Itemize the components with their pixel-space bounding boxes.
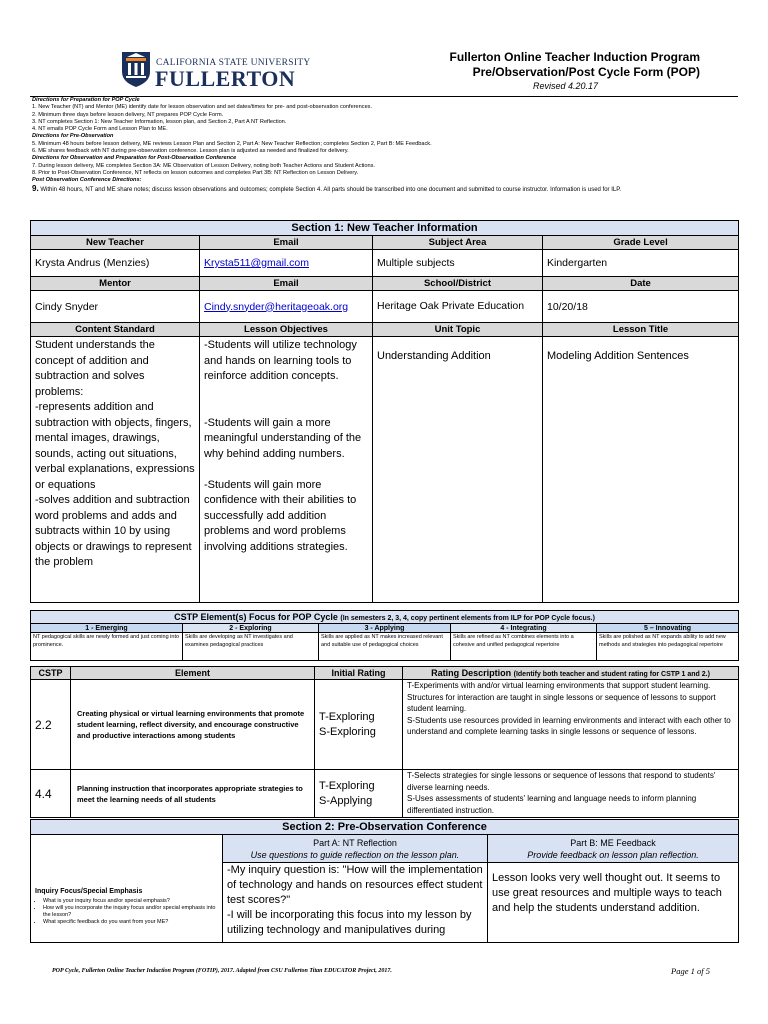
date-value: 10/20/18	[543, 291, 739, 323]
header-cstp: CSTP	[31, 667, 71, 680]
part-a-header	[223, 835, 488, 863]
inquiry-focus-cell	[31, 863, 223, 943]
university-wordmark: FULLERTON	[155, 66, 296, 91]
header-school-district: School/District	[373, 277, 543, 291]
section1-table	[30, 220, 739, 603]
inquiry-focus-list	[35, 898, 218, 926]
rating-student: S-Exploring	[319, 725, 376, 738]
level-emerging-desc: NT pedagogical skills are newly formed and just coming into prominence.	[31, 633, 183, 661]
header-mentor: Mentor	[31, 277, 200, 291]
header-content-standard: Content Standard	[31, 323, 200, 337]
direction-item: 5. Minimum 48 hours before lesson delivery, ME reviews Lesson Plan and Section 2, Part A: New Teacher Reflection; completes Section 2, Part B: ME Feedback.	[32, 140, 432, 147]
page-number: Page 1 of 5	[671, 966, 710, 976]
header-new-teacher: New Teacher	[31, 236, 200, 250]
prep-heading: Directions for Preparation for POP Cycle	[32, 97, 140, 103]
me-email-link[interactable]: Cindy.snyder@heritageoak.org	[204, 300, 349, 313]
level-innovating-label: 5 – Innovating	[597, 624, 739, 633]
part-b-header	[488, 835, 739, 863]
header-rating-description: Rating Description	[431, 668, 512, 678]
section2-blank-cell	[31, 835, 223, 863]
grade-level-value: Kindergarten	[543, 250, 739, 277]
lesson-title-value: Modeling Addition Sentences	[543, 337, 739, 603]
header-lesson-title: Lesson Title	[543, 323, 739, 337]
initial-rating	[315, 770, 403, 818]
level-exploring-label: 2 - Exploring	[183, 624, 319, 633]
direction-item: 6. ME shares feedback with NT during pre-observation conference. Lesson plan is adjusted as needed and finalized for delivery.	[32, 148, 349, 155]
inquiry-focus-title: Inquiry Focus/Special Emphasis	[35, 887, 143, 895]
cstp-number: 4.4	[31, 770, 71, 818]
observation-heading: Directions for Observation and Preparation for Post-Observation Conference	[32, 155, 237, 162]
university-name-line: CALIFORNIA STATE UNIVERSITY	[156, 58, 311, 68]
cstp-title: CSTP Element(s) Focus for POP Cycle	[174, 612, 338, 622]
rating-teacher: T-Exploring	[319, 779, 375, 792]
new-teacher-name: Krysta Andrus (Menzies)	[31, 250, 200, 277]
header-subject-area: Subject Area	[373, 236, 543, 250]
me-feedback-value: Lesson looks very well thought out. It seems to use great resources and multiple ways to teach and help the students understand addition.	[488, 863, 739, 943]
direction-item	[32, 185, 738, 194]
header-email: Email	[200, 277, 373, 291]
nt-email-cell	[200, 250, 373, 277]
part-a-title: Part A: NT Reflection	[313, 837, 397, 848]
cstp-number: 2.2	[31, 680, 71, 770]
content-standard-value: Student understands the concept of addition and subtraction and solves problems: -represents addition and subtraction with objects, fingers, mental images, drawings, sounds, acting out situations, verbal explanations, expressions or equations -solves addition and subtraction word problems and adds and subtracts within 10 by using objects or drawings to represent the problem	[31, 337, 200, 603]
level-integrating-desc: Skills are refined as NT combines elements into a cohesive and unified pedagogical repertoire	[451, 633, 597, 661]
level-applying-desc: Skills are applied as NT makes increased relevant and suitable use of pedagogical choices	[319, 633, 451, 661]
level-emerging-label: 1 - Emerging	[31, 624, 183, 633]
cstp-title-cell	[31, 611, 739, 624]
cstp-element: Creating physical or virtual learning environments that promote student learning, reflect diversity, and encourage constructive and productive interactions among students	[71, 680, 315, 770]
header-rating-note: (Identify both teacher and student rating for CSTP 1 and 2.)	[513, 671, 710, 678]
post-observation-heading: Post Observation Conference Directions:	[32, 177, 142, 184]
header-grade-level: Grade Level	[543, 236, 739, 250]
pre-observation-heading: Directions for Pre-Observation	[32, 133, 114, 140]
header-unit-topic: Unit Topic	[373, 323, 543, 337]
list-item: • How will you incorporate the inquiry focus and/or special emphasis into the lesson?	[43, 905, 218, 919]
direction-item: 4. NT emails POP Cycle Form and Lesson Plan to ME.	[32, 126, 168, 133]
list-item: • What is your inquiry focus and/or special emphasis?	[43, 898, 218, 905]
section2-table	[30, 819, 739, 943]
cstp-rating-table	[30, 666, 739, 818]
initial-rating	[315, 680, 403, 770]
direction-item: 1. New Teacher (NT) and Mentor (ME) identify date for lesson observation and set dates/times for pre- and post-observation conferences.	[32, 104, 373, 111]
mentor-name: Cindy Snyder	[31, 291, 200, 323]
table-row	[31, 680, 739, 770]
me-email-cell	[200, 291, 373, 323]
cstp-element: Planning instruction that incorporates appropriate strategies to meet the learning needs of all students	[71, 770, 315, 818]
part-a-subtitle	[223, 849, 487, 861]
nt-email-link[interactable]: Krysta511@gmail.com	[204, 257, 309, 269]
direction-item: 2. Minimum three days before lesson delivery, NT prepares POP Cycle Form.	[32, 111, 224, 118]
level-applying-label: 3 - Applying	[319, 624, 451, 633]
part-a-instructions: Use questions to guide reflection on the lesson plan.	[250, 849, 460, 860]
table-row	[31, 770, 739, 818]
program-title	[400, 50, 700, 80]
nt-reflection-value: -My inquiry question is: "How will the implementation of technology and hands on resources effect student test scores?" -I will be incorporating this focus into my lesson by utilizing technology and manipulatives during	[223, 863, 488, 943]
lesson-objectives-value: -Students will utilize technology and hands on learning tools to reinforce addition concepts. -Students will gain a more meaningful understanding of the why behind adding numbers. -Students will gain more confidence with their abilities to successfully add addition problems and word problems involving additions strategies.	[200, 337, 373, 603]
header-element: Element	[71, 667, 315, 680]
section1-title: Section 1: New Teacher Information	[31, 221, 739, 236]
part-b-title: Part B: ME Feedback	[570, 837, 656, 848]
cstp-levels-table	[30, 610, 739, 661]
header-date: Date	[543, 277, 739, 291]
header-rating-description-cell	[403, 667, 739, 680]
rating-description: T-Selects strategies for single lessons or sequence of lessons that respond to students' diverse learning needs. S-Uses assessments of students' learning and language needs to inform planning differentiated instruction.	[403, 770, 739, 818]
part-b-instructions: Provide feedback on lesson plan reflection.	[527, 849, 699, 860]
section2-title: Section 2: Pre-Observation Conference	[31, 820, 739, 835]
list-item: • What specific feedback do you want from your ME?	[43, 919, 218, 926]
footer-citation: POP Cycle, Fullerton Online Teacher Induction Program (FOTIP), 2017. Adapted from CSU Fullerton Titan EDUCATOR Project, 2017.	[52, 968, 392, 974]
header-initial-rating: Initial Rating	[315, 667, 403, 680]
direction-item: 3. NT completes Section 1: New Teacher Information, lesson plan, and Section 2, Part A NT Reflection.	[32, 118, 287, 125]
direction-item: 8. Prior to Post-Observation Conference, NT reflects on lesson outcomes and completes Part 3B: NT Reflection on Lesson Delivery.	[32, 169, 359, 176]
unit-topic-value: Understanding Addition	[373, 337, 543, 603]
rating-teacher: T-Exploring	[319, 710, 375, 723]
directions-block	[32, 97, 738, 194]
csu-seal-icon	[118, 50, 154, 88]
direction-number: 9.	[32, 183, 39, 193]
rating-student: S-Applying	[319, 794, 373, 807]
part-b-subtitle	[488, 849, 738, 861]
direction-text: Within 48 hours, NT and ME share notes; discuss lesson observations and outcomes; complete Section 4. All parts should be transcribed into one document and submitted to course instructor. Information is used for ILP.	[40, 186, 622, 193]
program-title-line2: Pre/Observation/Post Cycle Form (POP)	[472, 65, 700, 79]
level-exploring-desc: Skills are developing as NT investigates and examines pedagogical practices	[183, 633, 319, 661]
level-innovating-desc: Skills are polished as NT expands ability to add new methods and strategies into pedagogical repertoire	[597, 633, 739, 661]
rating-description: T-Experiments with and/or virtual learning environments that support student learning. Structures for interaction are taught in single lessons or sequence of lessons to support student learning. S-Students use resources provided in learning environments and interact with each other to understand and complete learning tasks in single lessons or sequence of lessons.	[403, 680, 739, 770]
subject-area-value: Multiple subjects	[373, 250, 543, 277]
revision-date: Revised 4.20.17	[532, 81, 598, 91]
direction-item: 7. During lesson delivery, ME completes Section 3A: ME Observation of Lesson Delivery, noting both Teacher Actions and Student Actions.	[32, 162, 375, 169]
header-lesson-objectives: Lesson Objectives	[200, 323, 373, 337]
cstp-title-note: (In semesters 2, 3, 4, copy pertinent elements from ILP for POP Cycle focus.)	[340, 615, 595, 622]
program-title-line1: Fullerton Online Teacher Induction Program	[449, 50, 700, 64]
header-email: Email	[200, 236, 373, 250]
school-district-value: Heritage Oak Private Education	[373, 291, 543, 323]
level-integrating-label: 4 - Integrating	[451, 624, 597, 633]
